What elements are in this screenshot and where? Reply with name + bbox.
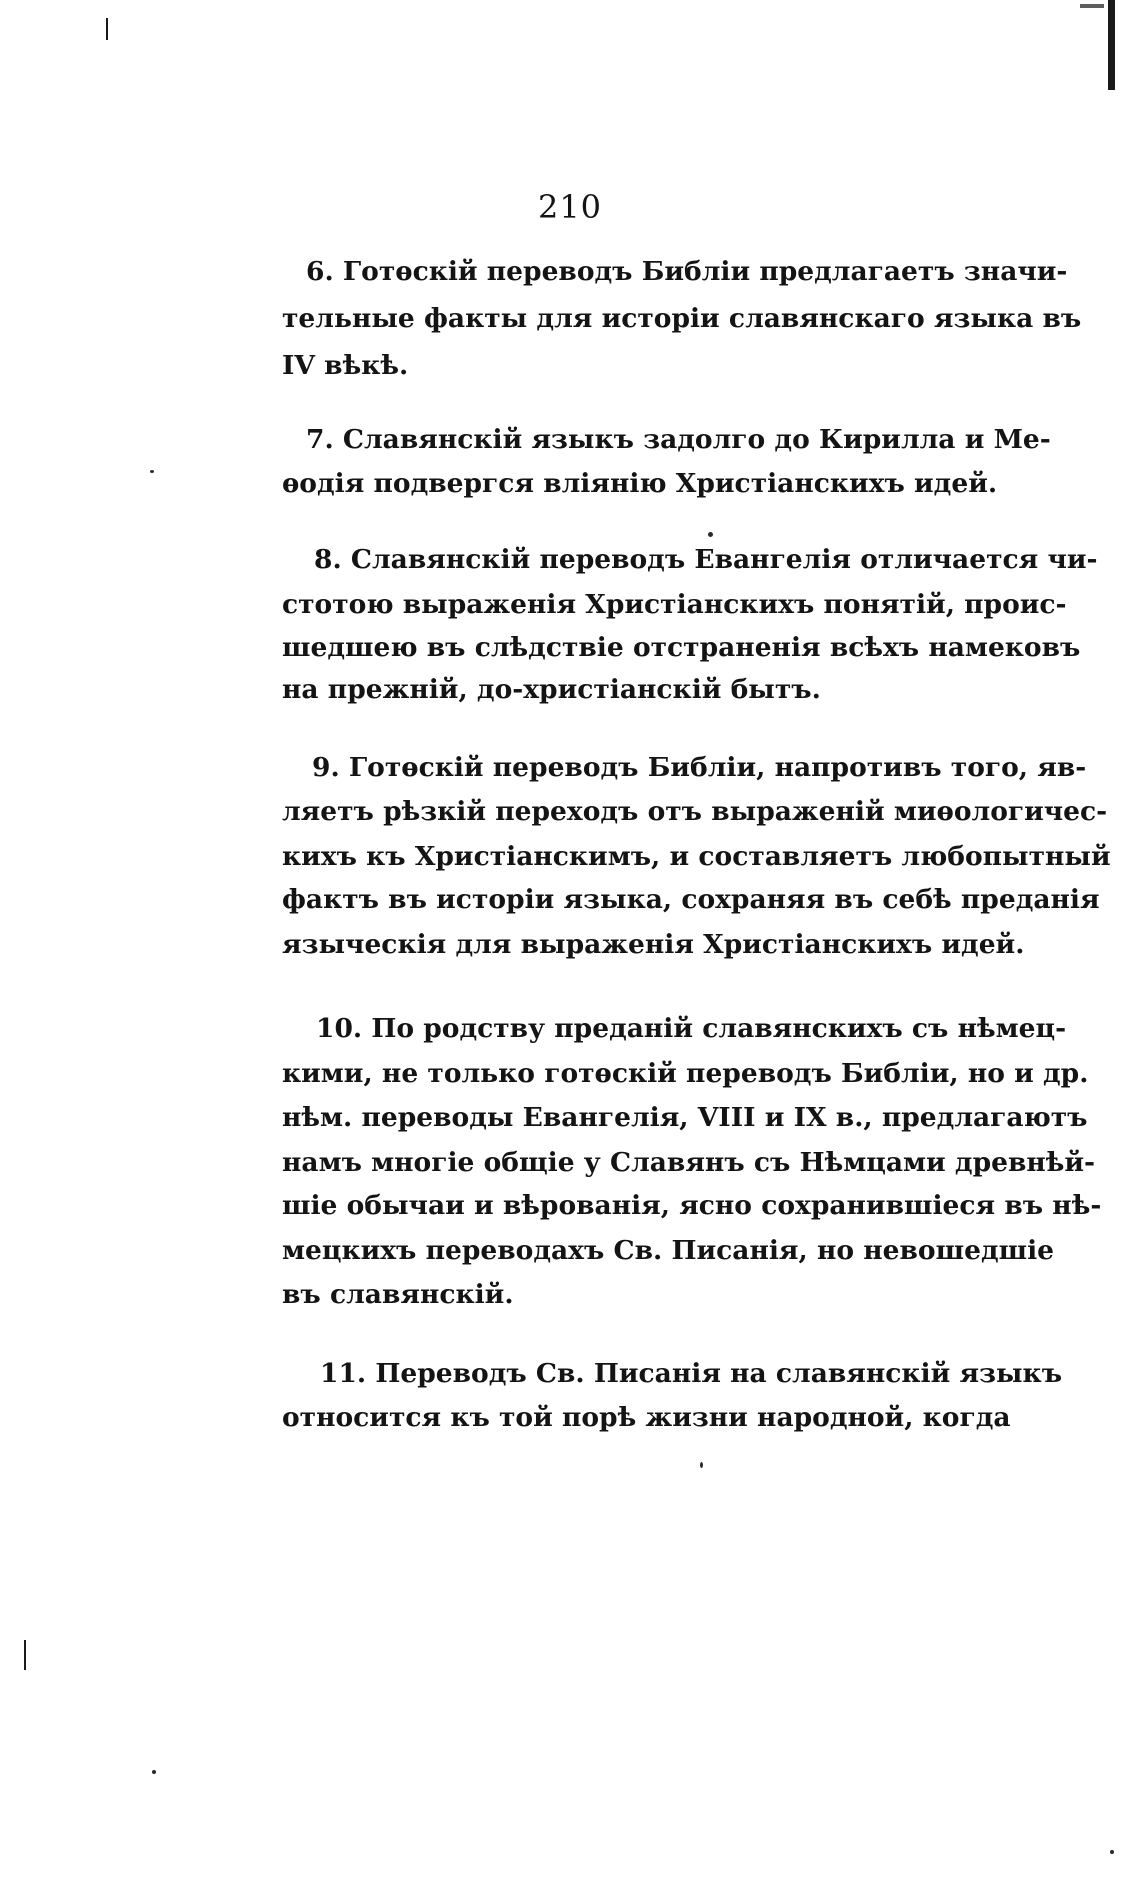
- paragraph-9-line-2: ляетъ рѣзкій переходъ отъ выраженій миѳологичес-: [282, 796, 1108, 827]
- scan-edge-mark: [24, 1640, 26, 1670]
- paragraph-7-line-1: 7. Славянскій языкъ задолго до Кирилла и Ме-: [306, 424, 1051, 455]
- page-number: 210: [537, 188, 603, 226]
- paragraph-10-line-1: 10. По родству преданій славянскихъ съ нѣмец-: [316, 1013, 1067, 1044]
- paragraph-9-line-3: кихъ къ Христіанскимъ, и составляетъ любопытный: [282, 841, 1111, 872]
- scan-speck: [1110, 1850, 1114, 1854]
- scan-edge-mark: [1108, 0, 1115, 90]
- paragraph-6-line-3: IV вѣкѣ.: [282, 350, 409, 381]
- scan-speck: [150, 470, 154, 473]
- paragraph-8-line-2: стотою выраженія Христіанскихъ понятій, проис-: [282, 589, 1067, 620]
- scan-speck: [152, 1770, 156, 1774]
- paragraph-9-line-5: языческія для выраженія Христіанскихъ идей.: [282, 929, 1025, 960]
- paragraph-10-line-3: нѣм. переводы Евангелія, VIII и IX в., предлагаютъ: [282, 1102, 1088, 1133]
- paragraph-10-line-5: шіе обычаи и вѣрованія, ясно сохранившіеся въ нѣ-: [282, 1190, 1102, 1221]
- paragraph-9-line-1: 9. Готѳскій переводъ Библіи, напротивъ того, яв-: [312, 752, 1087, 783]
- paragraph-11-line-1: 11. Переводъ Св. Писанія на славянскій языкъ: [320, 1358, 1063, 1389]
- paragraph-8-line-3: шедшею въ слѣдствіе отстраненія всѣхъ намековъ: [282, 632, 1081, 663]
- paragraph-10-line-7: въ славянскій.: [282, 1279, 514, 1310]
- paragraph-10-line-4: намъ многіе общіе у Славянъ съ Нѣмцами древнѣй-: [282, 1147, 1096, 1178]
- paragraph-10-line-6: мецкихъ переводахъ Св. Писанія, но невошедшіе: [282, 1235, 1055, 1266]
- paragraph-6-line-1: 6. Готѳскій переводъ Библіи предлагаетъ значи-: [306, 256, 1068, 287]
- scan-speck: [708, 532, 713, 537]
- scan-speck: [700, 1462, 703, 1468]
- paragraph-8-line-4: на прежній, до-христіанскій бытъ.: [282, 674, 821, 705]
- paragraph-11-line-2: относится къ той порѣ жизни народной, когда: [282, 1402, 1011, 1433]
- paragraph-8-line-1: 8. Славянскій переводъ Евангелія отличается чи-: [314, 544, 1098, 575]
- scan-edge-mark: [1080, 4, 1104, 8]
- paragraph-7-line-2: ѳодія подвергся вліянію Христіанскихъ идей.: [282, 468, 998, 499]
- paragraph-10-line-2: кими, не только готѳскій переводъ Библіи, но и др.: [282, 1058, 1089, 1089]
- scan-edge-mark: [106, 18, 108, 40]
- paragraph-9-line-4: фактъ въ исторіи языка, сохраняя въ себѣ преданія: [282, 884, 1100, 915]
- paragraph-6-line-2: тельные факты для исторіи славянскаго языка въ: [282, 303, 1082, 334]
